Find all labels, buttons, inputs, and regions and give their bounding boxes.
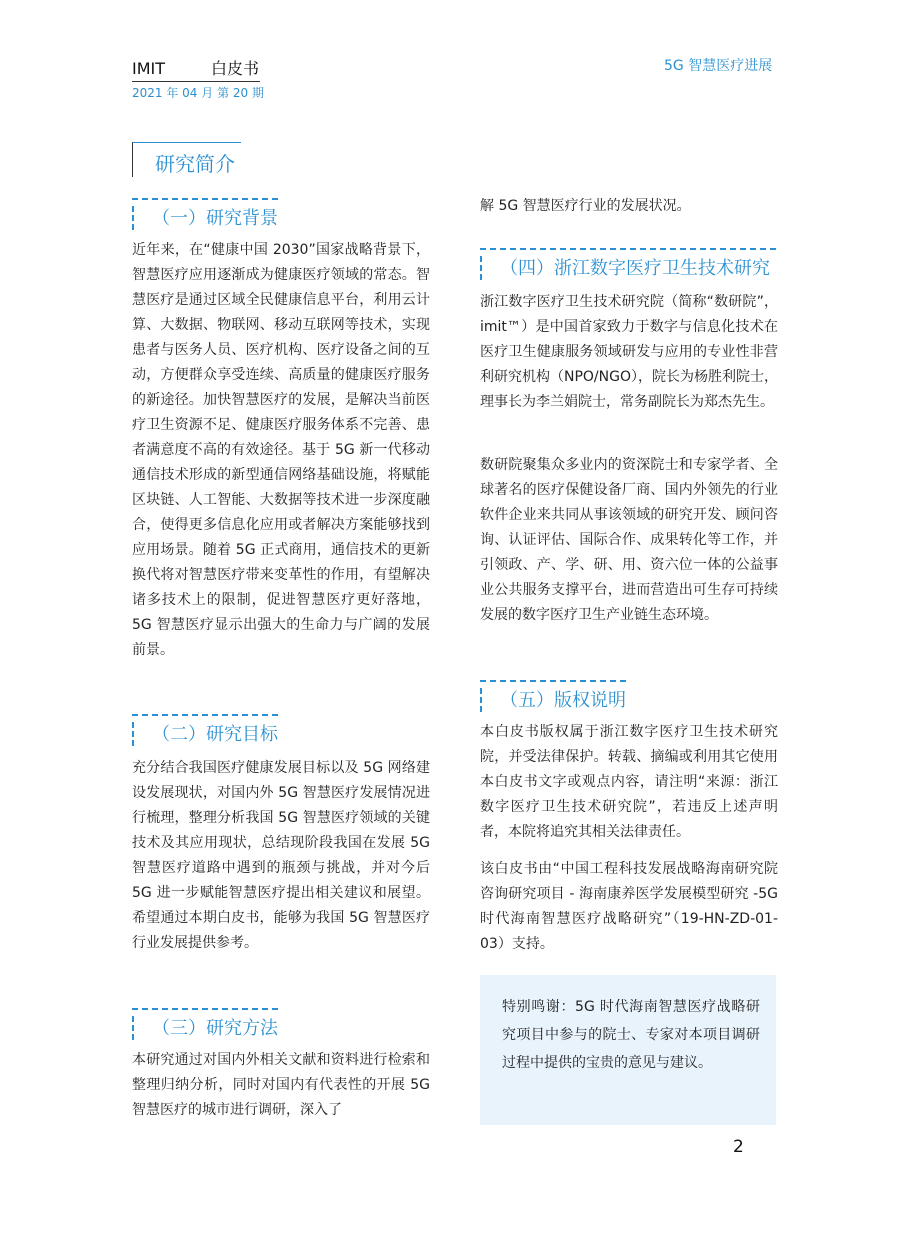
heading-goal: [132, 714, 278, 746]
heading-goal-text: （二）研究目标: [152, 724, 278, 745]
heading-institute-text: （四）浙江数字医疗卫生技术研究: [500, 258, 770, 279]
paragraph-method-continued: 解 5G 智慧医疗行业的发展状况。: [480, 198, 691, 214]
brand-line: [132, 56, 264, 79]
section-title: [132, 142, 241, 177]
paragraph-goal: 充分结合我国医疗健康发展目标以及 5G 网络建设发展现状，对国内外 5G 智慧医疗发展情况进行梳理，整理分析我国 5G 智慧医疗领域的关键技术及其应用现状，总结现阶段我国在发展 5G 智慧医疗道路中遇到的瓶颈与挑战，并对今后 5G 进一步赋能智慧医疗提出相关建议和展望。希望通过本期白皮书，能够为我国 5G 智慧医疗行业发展提供参考。: [132, 760, 430, 951]
heading-institute: [480, 248, 776, 280]
heading-background-text: （一）研究背景: [152, 208, 278, 229]
issue-info: 2021 年 04 月 第 20 期: [132, 86, 264, 100]
heading-copyright-text: （五）版权说明: [500, 690, 626, 711]
paragraph-institute-1: 浙江数字医疗卫生技术研究院（简称“数研院”，imit™）是中国首家致力于数字与信息化技术在医疗卫生健康服务领域研发与应用的专业性非营利研究机构（NPO/NGO），院长为杨胜利院士，理事长为李兰娟院士，常务副院长为郑杰先生。: [480, 294, 778, 410]
paragraph-copyright-2: 该白皮书由“中国工程科技发展战略海南研究院咨询研究项目 - 海南康养医学发展模型研究 -5G 时代海南智慧医疗战略研究”（19-HN-ZD-01-03）支持。: [480, 861, 778, 952]
report-title: 5G 智慧医疗进展: [664, 58, 773, 74]
page-number: 2: [733, 1137, 744, 1157]
heading-background: [132, 198, 278, 230]
paragraph-copyright-1: 本白皮书版权属于浙江数字医疗卫生技术研究院，并受法律保护。转载、摘编或利用其它使用本白皮书文字或观点内容，请注明“来源：浙江数字医疗卫生技术研究院”，若违反上述声明者，本院将追究其相关法律责任。: [480, 724, 778, 840]
paragraph-institute-2: 数研院聚集众多业内的资深院士和专家学者、全球著名的医疗保健设备厂商、国内外领先的行业软件企业来共同从事该领域的研究开发、顾问咨询、认证评估、国际合作、成果转化等工作，并引领政、产、学、研、用、资六位一体的公益事业公共服务支撑平台，进而营造出可生存可持续发展的数字医疗卫生产业链生态环境。: [480, 457, 778, 623]
header-rule: [132, 81, 260, 82]
heading-method-text: （三）研究方法: [152, 1018, 278, 1039]
acknowledgement-text: 特别鸣谢：5G 时代海南智慧医疗战略研究项目中参与的院士、专家对本项目调研过程中提供的宝贵的意见与建议。: [502, 999, 760, 1071]
section-title-text: 研究简介: [155, 152, 235, 176]
heading-method: [132, 1008, 278, 1040]
acknowledgement-box: [480, 975, 776, 1125]
brand-name: IMIT: [132, 59, 166, 78]
heading-copyright: [480, 680, 626, 712]
header-left: [132, 56, 264, 101]
paragraph-background: 近年来，在“健康中国 2030”国家战略背景下，智慧医疗应用逐渐成为健康医疗领域的常态。智慧医疗是通过区域全民健康信息平台，利用云计算、大数据、物联网、移动互联网等技术，实现患者与医务人员、医疗机构、医疗设备之间的互动，方便群众享受连续、高质量的健康医疗服务的新途径。加快智慧医疗的发展，是解决当前医疗卫生资源不足、健康医疗服务体系不完善、患者满意度不高的有效途径。基于 5G 新一代移动通信技术形成的新型通信网络基础设施，将赋能区块链、人工智能、大数据等技术进一步深度融合，使得更多信息化应用或者解决方案能够找到应用场景。随着 5G 正式商用，通信技术的更新换代将对智慧医疗带来变革性的作用，有望解决诸多技术上的限制，促进智慧医疗更好落地，5G 智慧医疗显示出强大的生命力与广阔的发展前景。: [132, 242, 430, 658]
paragraph-method: 本研究通过对国内外相关文献和资料进行检索和整理归纳分析，同时对国内有代表性的开展 5G 智慧医疗的城市进行调研，深入了: [132, 1052, 430, 1118]
series-name: 白皮书: [211, 59, 260, 78]
